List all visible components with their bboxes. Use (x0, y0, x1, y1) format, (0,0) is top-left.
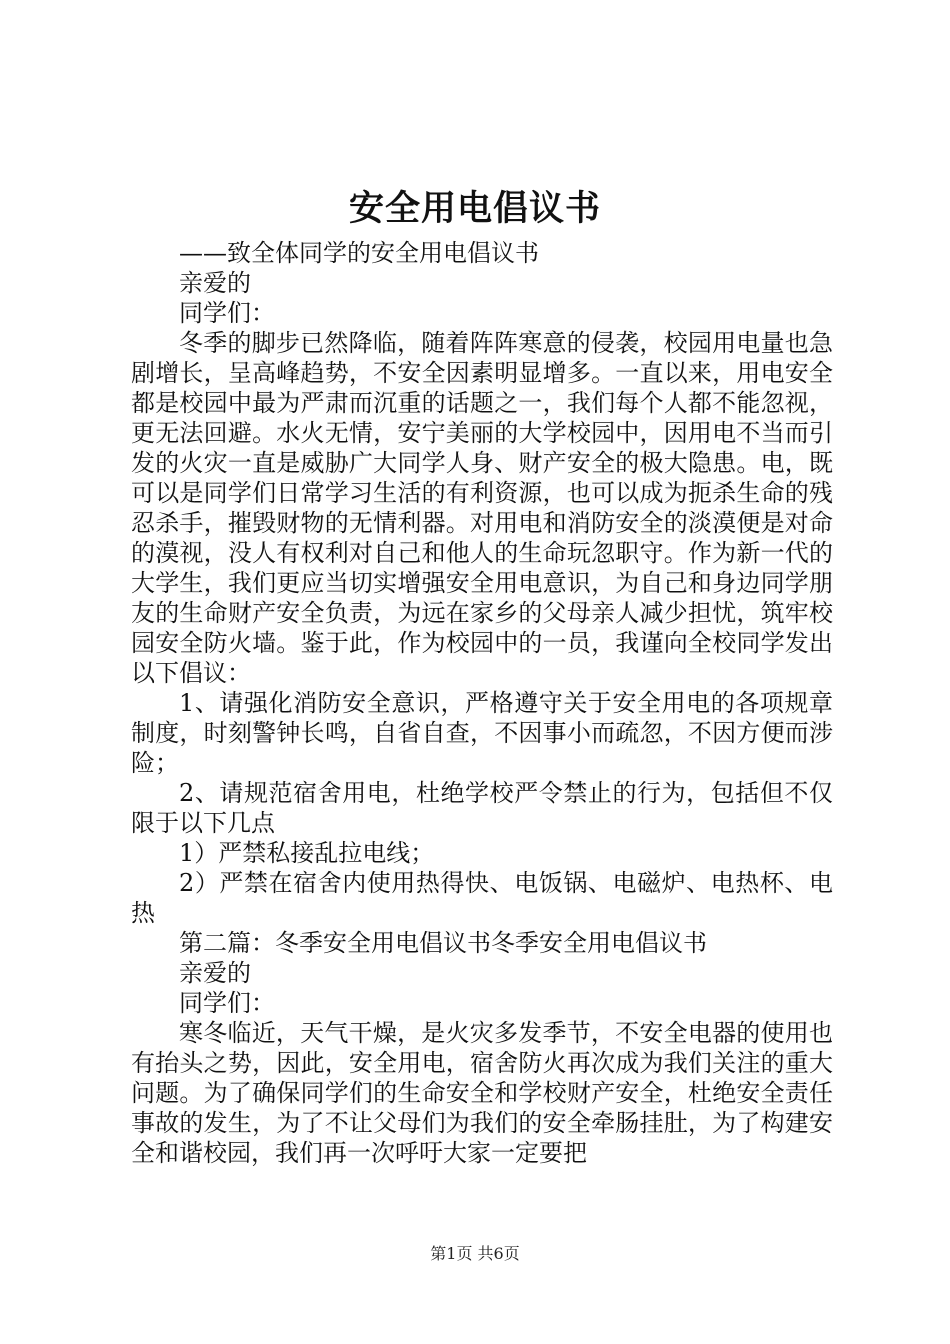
salutation-line-2: 同学们： (179, 299, 275, 327)
proposal-item-2: 2、请规范宿舍用电，杜绝学校严令禁止的行为，包括但不仅限于以下几点 (131, 779, 833, 837)
salutation-line-3: 亲爱的 (179, 959, 251, 987)
document-body (131, 238, 833, 1168)
salutation-line-1: 亲爱的 (179, 269, 251, 297)
body-paragraph: 冬季的脚步已然降临，随着阵阵寒意的侵袭，校园用电量也急剧增长，呈高峰趋势，不安全因素明显增多。一直以来，用电安全都是校园中最为严肃而沉重的话题之一，我们每个人都不能忽视，更无法回避。水火无情，安宁美丽的大学校园中，因用电不当而引发的火灾一直是威胁广大同学人身、财产安全的极大隐患。电，既可以是同学们日常学习生活的有利资源，也可以成为扼杀生命的残忍杀手，摧毁财物的无情利器。对用电和消防安全的淡漠便是对命的漠视，没人有权利对自己和他人的生命玩忽职守。作为新一代的大学生，我们更应当切实增强安全用电意识，为自己和身边同学朋友的生命财产安全负责，为远在家乡的父母亲人减少担忧，筑牢校园安全防火墙。鉴于此，作为校园中的一员，我谨向全校同学发出以下倡议： (131, 329, 833, 687)
sub-item-1: 1）严禁私接乱拉电线； (179, 839, 435, 867)
section-heading: 第二篇：冬季安全用电倡议书冬季安全用电倡议书 (179, 929, 707, 957)
sub-item-2: 2）严禁在宿舍内使用热得快、电饭锅、电磁炉、电热杯、电热 (131, 869, 833, 927)
salutation-line-4: 同学们： (179, 989, 275, 1017)
proposal-item-1: 1、请强化消防安全意识，严格遵守关于安全用电的各项规章制度，时刻警钟长鸣，自省自查，不因事小而疏忽，不因方便而涉险； (131, 689, 833, 777)
subtitle-paragraph: ——致全体同学的安全用电倡议书 (179, 239, 539, 267)
page-footer: 第1页 共6页 (430, 1244, 520, 1263)
body-paragraph-2: 寒冬临近，天气干燥，是火灾多发季节，不安全电器的使用也有抬头之势，因此，安全用电，宿舍防火再次成为我们关注的重大问题。为了确保同学们的生命安全和学校财产安全，杜绝安全责任事故的发生，为了不让父母们为我们的安全牵肠挂肚，为了构建安全和谐校园，我们再一次呼吁大家一定要把 (131, 1019, 833, 1167)
document-title: 安全用电倡议书 (348, 188, 601, 229)
